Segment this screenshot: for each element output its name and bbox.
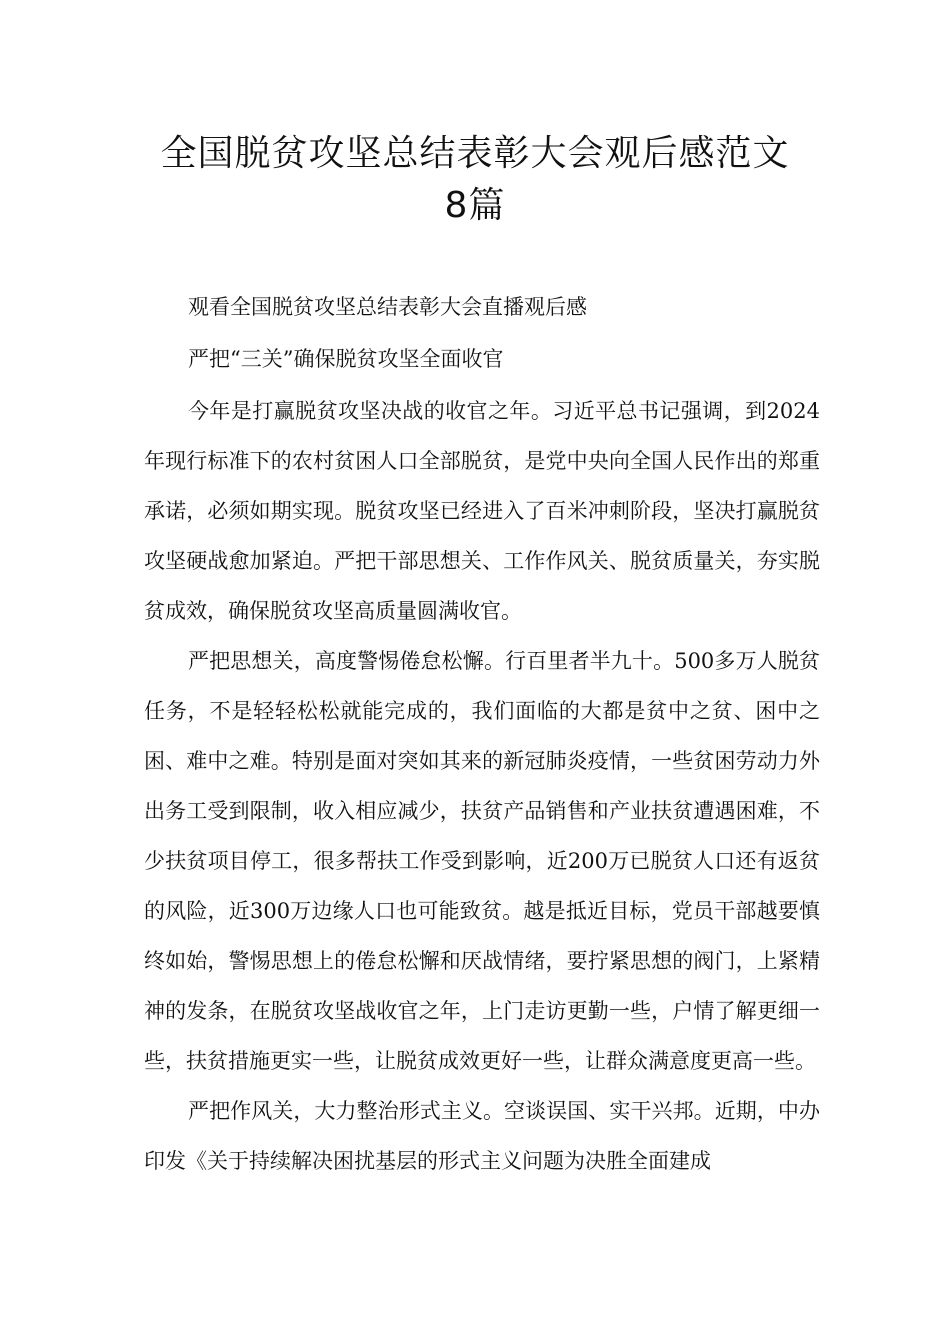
body-paragraph: 今年是打赢脱贫攻坚决战的收官之年。习近平总书记强调，到2024年现行标准下的农村贫困人口全部脱贫，是党中央向全国人民作出的郑重承诺，必须如期实现。脱贫攻坚已经进入了百米冲刺阶段，坚决打赢脱贫攻坚硬战愈加紧迫。严把干部思想关、工作作风关、脱贫质量关，夯实脱贫成效，确保脱贫攻坚高质量圆满收官。	[144, 399, 820, 623]
document-title-line-1: 全国脱贫攻坚总结表彰大会观后感范文	[160, 133, 790, 174]
document-title-line-2: 8篇	[444, 185, 506, 226]
subtitle-paragraph: 观看全国脱贫攻坚总结表彰大会直播观后感	[188, 295, 587, 319]
body-paragraph: 严把思想关，高度警惕倦怠松懈。行百里者半九十。500多万人脱贫任务，不是轻轻松松就能完成的，我们面临的大都是贫中之贫、困中之困、难中之难。特别是面对突如其来的新冠肺炎疫情，一些贫困劳动力外出务工受到限制，收入相应减少，扶贫产品销售和产业扶贫遭遇困难，不少扶贫项目停工，很多帮扶工作受到影响，近200万已脱贫人口还有返贫的风险，近300万边缘人口也可能致贫。越是抵近目标，党员干部越要慎终如始，警惕思想上的倦怠松懈和厌战情绪，要拧紧思想的阀门，上紧精神的发条，在脱贫攻坚战收官之年，上门走访更勤一些，户情了解更细一些，扶贫措施更实一些，让脱贫成效更好一些，让群众满意度更高一些。	[144, 649, 820, 1073]
document-body	[144, 282, 820, 1186]
body-paragraph: 严把作风关，大力整治形式主义。空谈误国、实干兴邦。近期，中办印发《关于持续解决困扰基层的形式主义问题为决胜全面建成	[144, 1099, 820, 1173]
document-title	[100, 128, 850, 232]
section-heading-paragraph: 严把“三关”确保脱贫攻坚全面收官	[188, 347, 504, 371]
